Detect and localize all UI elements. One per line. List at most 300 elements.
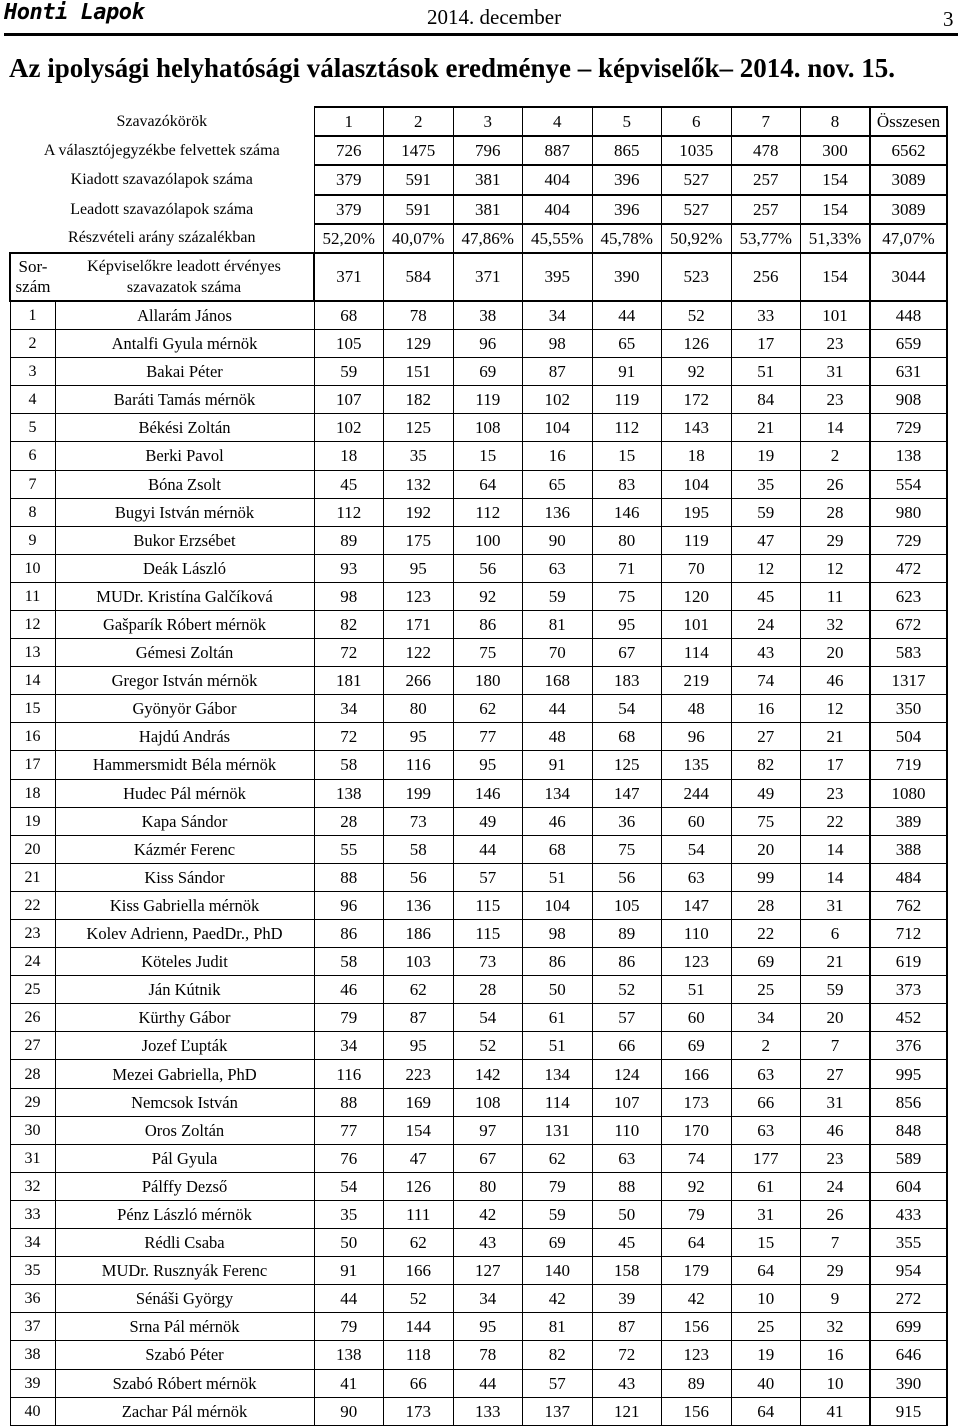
candidate-district-votes: 63 xyxy=(523,554,593,582)
candidate-district-votes: 44 xyxy=(314,1285,384,1313)
valid-votes-section xyxy=(10,253,947,301)
candidate-district-votes: 46 xyxy=(314,976,384,1004)
candidate-district-votes: 88 xyxy=(314,1088,384,1116)
candidate-district-votes: 82 xyxy=(314,610,384,638)
summary-cell: 527 xyxy=(662,165,732,194)
candidate-number: 10 xyxy=(10,554,55,582)
candidate-district-votes: 63 xyxy=(731,1060,801,1088)
candidate-number: 4 xyxy=(10,386,55,414)
candidate-row xyxy=(10,1397,947,1425)
candidate-district-votes: 105 xyxy=(592,891,662,919)
candidate-district-votes: 29 xyxy=(801,1257,871,1285)
candidate-district-votes: 80 xyxy=(453,1172,523,1200)
candidate-district-votes: 46 xyxy=(523,807,593,835)
candidate-district-votes: 122 xyxy=(384,639,454,667)
candidate-district-votes: 45 xyxy=(314,470,384,498)
candidate-district-votes: 63 xyxy=(592,1144,662,1172)
candidate-district-votes: 89 xyxy=(314,526,384,554)
candidate-row xyxy=(10,779,947,807)
candidate-district-votes: 180 xyxy=(453,667,523,695)
candidate-district-votes: 65 xyxy=(592,330,662,358)
candidate-district-votes: 126 xyxy=(662,330,732,358)
candidate-district-votes: 112 xyxy=(453,498,523,526)
candidate-district-votes: 71 xyxy=(592,554,662,582)
candidate-district-votes: 91 xyxy=(592,358,662,386)
candidate-district-votes: 21 xyxy=(731,414,801,442)
candidate-district-votes: 61 xyxy=(731,1172,801,1200)
candidate-row xyxy=(10,301,947,330)
candidate-district-votes: 2 xyxy=(801,442,871,470)
candidate-name: Mezei Gabriella, PhD xyxy=(55,1060,314,1088)
candidate-district-votes: 75 xyxy=(453,639,523,667)
candidate-number: 33 xyxy=(10,1200,55,1228)
candidate-district-votes: 44 xyxy=(453,1369,523,1397)
candidate-district-votes: 20 xyxy=(801,639,871,667)
summary-cell: 527 xyxy=(662,195,732,224)
valid-votes-total: 3044 xyxy=(870,253,947,301)
candidate-district-votes: 156 xyxy=(662,1397,732,1425)
candidate-district-votes: 69 xyxy=(453,358,523,386)
candidate-district-votes: 14 xyxy=(801,835,871,863)
candidate-district-votes: 95 xyxy=(453,751,523,779)
candidate-name: Deák László xyxy=(55,554,314,582)
candidate-district-votes: 43 xyxy=(731,639,801,667)
candidate-district-votes: 82 xyxy=(731,751,801,779)
candidate-total-votes: 954 xyxy=(870,1257,947,1285)
candidate-district-votes: 19 xyxy=(731,442,801,470)
summary-cell: 50,92% xyxy=(662,224,732,253)
candidate-district-votes: 52 xyxy=(384,1285,454,1313)
summary-row xyxy=(10,224,947,253)
candidate-district-votes: 7 xyxy=(801,1229,871,1257)
candidate-district-votes: 104 xyxy=(662,470,732,498)
candidate-district-votes: 15 xyxy=(731,1229,801,1257)
candidate-district-votes: 72 xyxy=(592,1341,662,1369)
summary-cell: 1 xyxy=(314,107,384,136)
candidate-district-votes: 120 xyxy=(662,582,732,610)
candidate-district-votes: 91 xyxy=(314,1257,384,1285)
summary-cell: 257 xyxy=(731,165,801,194)
candidate-district-votes: 82 xyxy=(523,1341,593,1369)
candidate-name: Kiss Sándor xyxy=(55,863,314,891)
candidate-district-votes: 10 xyxy=(801,1369,871,1397)
candidate-total-votes: 646 xyxy=(870,1341,947,1369)
candidate-district-votes: 92 xyxy=(453,582,523,610)
summary-cell: 3 xyxy=(453,107,523,136)
candidate-number: 2 xyxy=(10,330,55,358)
candidate-district-votes: 12 xyxy=(801,554,871,582)
candidate-district-votes: 34 xyxy=(314,695,384,723)
candidate-number: 37 xyxy=(10,1313,55,1341)
candidate-district-votes: 20 xyxy=(801,1004,871,1032)
candidate-district-votes: 143 xyxy=(662,414,732,442)
candidate-district-votes: 92 xyxy=(662,358,732,386)
candidate-row xyxy=(10,498,947,526)
candidate-district-votes: 115 xyxy=(453,891,523,919)
candidate-district-votes: 54 xyxy=(592,695,662,723)
candidate-district-votes: 123 xyxy=(662,1341,732,1369)
candidate-district-votes: 135 xyxy=(662,751,732,779)
candidate-district-votes: 38 xyxy=(453,301,523,330)
candidate-row xyxy=(10,920,947,948)
summary-cell: 45,55% xyxy=(523,224,593,253)
page-title: Az ipolysági helyhatósági választások eredménye – képviselők– 2014. nov. 15. xyxy=(9,53,896,83)
candidate-district-votes: 10 xyxy=(731,1285,801,1313)
candidate-district-votes: 57 xyxy=(523,1369,593,1397)
summary-cell: 40,07% xyxy=(384,224,454,253)
summary-cell: 478 xyxy=(731,136,801,165)
candidate-district-votes: 110 xyxy=(592,1116,662,1144)
candidate-district-votes: 119 xyxy=(662,526,732,554)
candidate-district-votes: 58 xyxy=(314,751,384,779)
candidate-district-votes: 14 xyxy=(801,414,871,442)
candidate-row xyxy=(10,1285,947,1313)
candidate-name: Hudec Pál mérnök xyxy=(55,779,314,807)
summary-cell: 381 xyxy=(453,165,523,194)
candidate-district-votes: 154 xyxy=(384,1116,454,1144)
candidate-total-votes: 390 xyxy=(870,1369,947,1397)
candidate-row xyxy=(10,1144,947,1172)
candidate-district-votes: 68 xyxy=(314,301,384,330)
candidate-number: 15 xyxy=(10,695,55,723)
candidate-name: Bóna Zsolt xyxy=(55,470,314,498)
summary-cell: 396 xyxy=(592,195,662,224)
candidate-district-votes: 223 xyxy=(384,1060,454,1088)
summary-cell: 726 xyxy=(314,136,384,165)
candidate-district-votes: 69 xyxy=(731,948,801,976)
summary-cell: 591 xyxy=(384,195,454,224)
candidate-district-votes: 108 xyxy=(453,414,523,442)
candidate-district-votes: 34 xyxy=(731,1004,801,1032)
candidate-district-votes: 77 xyxy=(453,723,523,751)
candidate-district-votes: 95 xyxy=(592,610,662,638)
candidate-district-votes: 125 xyxy=(592,751,662,779)
candidate-district-votes: 54 xyxy=(314,1172,384,1200)
summary-row xyxy=(10,107,947,136)
candidate-district-votes: 99 xyxy=(731,863,801,891)
candidate-district-votes: 15 xyxy=(592,442,662,470)
candidate-name: MUDr. Kristína Galčíková xyxy=(55,582,314,610)
candidate-district-votes: 86 xyxy=(314,920,384,948)
candidate-district-votes: 63 xyxy=(731,1116,801,1144)
candidate-district-votes: 2 xyxy=(731,1032,801,1060)
candidate-district-votes: 98 xyxy=(523,330,593,358)
candidate-district-votes: 90 xyxy=(523,526,593,554)
summary-cell: 52,20% xyxy=(314,224,384,253)
summary-cell: 865 xyxy=(592,136,662,165)
candidate-district-votes: 16 xyxy=(801,1341,871,1369)
candidate-district-votes: 112 xyxy=(592,414,662,442)
candidate-name: Jozef Ľupták xyxy=(55,1032,314,1060)
candidate-district-votes: 137 xyxy=(523,1397,593,1425)
candidate-total-votes: 659 xyxy=(870,330,947,358)
candidate-district-votes: 78 xyxy=(384,301,454,330)
candidate-name: Köteles Judit xyxy=(55,948,314,976)
candidate-district-votes: 21 xyxy=(801,948,871,976)
candidate-district-votes: 98 xyxy=(314,582,384,610)
candidate-district-votes: 186 xyxy=(384,920,454,948)
candidate-district-votes: 43 xyxy=(453,1229,523,1257)
candidate-district-votes: 50 xyxy=(592,1200,662,1228)
candidate-district-votes: 90 xyxy=(314,1397,384,1425)
candidate-district-votes: 26 xyxy=(801,1200,871,1228)
candidate-district-votes: 49 xyxy=(453,807,523,835)
candidate-district-votes: 169 xyxy=(384,1088,454,1116)
candidate-district-votes: 75 xyxy=(592,835,662,863)
candidate-district-votes: 56 xyxy=(453,554,523,582)
candidate-district-votes: 59 xyxy=(731,498,801,526)
candidate-district-votes: 104 xyxy=(523,891,593,919)
candidate-name: Kapa Sándor xyxy=(55,807,314,835)
summary-row-label: Részvételi arány százalékban xyxy=(68,229,256,247)
candidate-row xyxy=(10,358,947,386)
candidate-district-votes: 166 xyxy=(662,1060,732,1088)
candidate-total-votes: 272 xyxy=(870,1285,947,1313)
candidate-district-votes: 47 xyxy=(384,1144,454,1172)
candidate-total-votes: 604 xyxy=(870,1172,947,1200)
candidate-district-votes: 58 xyxy=(384,835,454,863)
summary-cell: 2 xyxy=(384,107,454,136)
candidate-district-votes: 66 xyxy=(384,1369,454,1397)
candidate-district-votes: 34 xyxy=(453,1285,523,1313)
summary-cell: 379 xyxy=(314,165,384,194)
candidate-district-votes: 23 xyxy=(801,1144,871,1172)
candidate-district-votes: 18 xyxy=(662,442,732,470)
candidate-row xyxy=(10,1060,947,1088)
candidate-row xyxy=(10,554,947,582)
candidate-district-votes: 49 xyxy=(731,779,801,807)
candidate-district-votes: 58 xyxy=(314,948,384,976)
candidate-district-votes: 114 xyxy=(662,639,732,667)
candidate-district-votes: 48 xyxy=(662,695,732,723)
candidate-number: 31 xyxy=(10,1144,55,1172)
summary-cell: 379 xyxy=(314,195,384,224)
candidate-total-votes: 729 xyxy=(870,414,947,442)
candidate-district-votes: 23 xyxy=(801,386,871,414)
candidate-district-votes: 68 xyxy=(523,835,593,863)
summary-cell: 796 xyxy=(453,136,523,165)
candidate-row xyxy=(10,610,947,638)
candidate-district-votes: 147 xyxy=(662,891,732,919)
candidate-row xyxy=(10,1369,947,1397)
summary-total-cell: 3089 xyxy=(870,165,947,194)
candidate-district-votes: 55 xyxy=(314,835,384,863)
candidate-district-votes: 54 xyxy=(662,835,732,863)
candidate-total-votes: 504 xyxy=(870,723,947,751)
candidate-district-votes: 22 xyxy=(731,920,801,948)
candidate-district-votes: 42 xyxy=(453,1200,523,1228)
summary-cell: 1035 xyxy=(662,136,732,165)
candidate-district-votes: 199 xyxy=(384,779,454,807)
candidate-district-votes: 95 xyxy=(384,554,454,582)
candidate-name: Antalfi Gyula mérnök xyxy=(55,330,314,358)
candidate-number: 14 xyxy=(10,667,55,695)
candidate-total-votes: 915 xyxy=(870,1397,947,1425)
summary-row-label: A választójegyzékbe felvettek száma xyxy=(43,142,280,160)
candidate-district-votes: 103 xyxy=(384,948,454,976)
candidate-district-votes: 75 xyxy=(592,582,662,610)
candidate-name: Pál Gyula xyxy=(55,1144,314,1172)
candidate-district-votes: 23 xyxy=(801,779,871,807)
candidate-district-votes: 56 xyxy=(592,863,662,891)
candidate-district-votes: 33 xyxy=(731,301,801,330)
candidate-row xyxy=(10,1116,947,1144)
candidate-number: 26 xyxy=(10,1004,55,1032)
candidate-district-votes: 79 xyxy=(314,1004,384,1032)
candidate-name: Srna Pál mérnök xyxy=(55,1313,314,1341)
candidate-row xyxy=(10,1229,947,1257)
candidate-district-votes: 28 xyxy=(314,807,384,835)
candidate-total-votes: 719 xyxy=(870,751,947,779)
candidate-number: 22 xyxy=(10,891,55,919)
candidate-total-votes: 433 xyxy=(870,1200,947,1228)
candidate-total-votes: 1317 xyxy=(870,667,947,695)
candidate-district-votes: 102 xyxy=(523,386,593,414)
candidate-row xyxy=(10,1257,947,1285)
page-number: 3 xyxy=(943,7,954,31)
candidate-district-votes: 65 xyxy=(523,470,593,498)
candidate-district-votes: 28 xyxy=(801,498,871,526)
candidate-district-votes: 63 xyxy=(662,863,732,891)
summary-cell: 887 xyxy=(523,136,593,165)
candidate-district-votes: 12 xyxy=(801,695,871,723)
candidate-name: Hammersmidt Béla mérnök xyxy=(55,751,314,779)
candidate-district-votes: 11 xyxy=(801,582,871,610)
candidate-district-votes: 46 xyxy=(801,1116,871,1144)
candidate-district-votes: 54 xyxy=(453,1004,523,1032)
candidate-row xyxy=(10,695,947,723)
candidate-district-votes: 17 xyxy=(801,751,871,779)
summary-row-label: Szavazókörök xyxy=(116,113,208,131)
candidate-district-votes: 69 xyxy=(662,1032,732,1060)
candidate-district-votes: 70 xyxy=(523,639,593,667)
candidate-total-votes: 484 xyxy=(870,863,947,891)
candidate-district-votes: 27 xyxy=(801,1060,871,1088)
summary-row xyxy=(10,195,947,224)
candidate-district-votes: 9 xyxy=(801,1285,871,1313)
candidate-name: Berki Pavol xyxy=(55,442,314,470)
candidate-district-votes: 52 xyxy=(592,976,662,1004)
candidate-district-votes: 92 xyxy=(662,1172,732,1200)
candidate-district-votes: 31 xyxy=(801,358,871,386)
candidate-district-votes: 52 xyxy=(662,301,732,330)
candidate-row xyxy=(10,330,947,358)
summary-cell: 45,78% xyxy=(592,224,662,253)
candidate-district-votes: 45 xyxy=(592,1229,662,1257)
candidate-district-votes: 59 xyxy=(523,1200,593,1228)
candidate-total-votes: 589 xyxy=(870,1144,947,1172)
candidate-district-votes: 105 xyxy=(314,330,384,358)
candidate-district-votes: 266 xyxy=(384,667,454,695)
candidate-district-votes: 96 xyxy=(453,330,523,358)
candidate-name: Pénz László mérnök xyxy=(55,1200,314,1228)
candidate-number: 11 xyxy=(10,582,55,610)
candidate-row xyxy=(10,639,947,667)
candidate-district-votes: 28 xyxy=(453,976,523,1004)
candidate-district-votes: 41 xyxy=(801,1397,871,1425)
candidate-district-votes: 42 xyxy=(662,1285,732,1313)
candidate-district-votes: 119 xyxy=(453,386,523,414)
candidate-row xyxy=(10,1032,947,1060)
candidate-district-votes: 26 xyxy=(801,470,871,498)
candidate-district-votes: 108 xyxy=(453,1088,523,1116)
candidate-district-votes: 86 xyxy=(453,610,523,638)
summary-cell: 404 xyxy=(523,195,593,224)
candidate-total-votes: 995 xyxy=(870,1060,947,1088)
summary-cell: 6 xyxy=(662,107,732,136)
candidate-total-votes: 712 xyxy=(870,920,947,948)
candidate-total-votes: 980 xyxy=(870,498,947,526)
candidate-total-votes: 373 xyxy=(870,976,947,1004)
summary-section xyxy=(10,107,947,253)
candidate-district-votes: 118 xyxy=(384,1341,454,1369)
candidate-number: 27 xyxy=(10,1032,55,1060)
candidates-section xyxy=(10,301,947,1425)
candidate-number: 17 xyxy=(10,751,55,779)
candidate-district-votes: 62 xyxy=(453,695,523,723)
candidate-number: 3 xyxy=(10,358,55,386)
candidate-district-votes: 35 xyxy=(384,442,454,470)
candidate-total-votes: 388 xyxy=(870,835,947,863)
summary-cell: 257 xyxy=(731,195,801,224)
candidate-district-votes: 59 xyxy=(314,358,384,386)
candidate-district-votes: 74 xyxy=(731,667,801,695)
candidate-name: Sénáši György xyxy=(55,1285,314,1313)
candidate-row xyxy=(10,976,947,1004)
candidate-district-votes: 86 xyxy=(523,948,593,976)
candidate-district-votes: 24 xyxy=(731,610,801,638)
candidate-district-votes: 151 xyxy=(384,358,454,386)
candidate-district-votes: 35 xyxy=(731,470,801,498)
candidate-district-votes: 6 xyxy=(801,920,871,948)
candidate-district-votes: 101 xyxy=(662,610,732,638)
candidate-number: 9 xyxy=(10,526,55,554)
candidate-district-votes: 28 xyxy=(731,891,801,919)
candidate-district-votes: 116 xyxy=(314,1060,384,1088)
candidate-district-votes: 67 xyxy=(453,1144,523,1172)
candidate-district-votes: 132 xyxy=(384,470,454,498)
candidate-district-votes: 156 xyxy=(662,1313,732,1341)
candidate-district-votes: 32 xyxy=(801,1313,871,1341)
candidate-name: Pálffy Dezső xyxy=(55,1172,314,1200)
candidate-district-votes: 35 xyxy=(314,1200,384,1228)
candidate-district-votes: 136 xyxy=(523,498,593,526)
valid-votes-row xyxy=(10,253,947,301)
candidate-district-votes: 131 xyxy=(523,1116,593,1144)
candidate-district-votes: 89 xyxy=(662,1369,732,1397)
candidate-district-votes: 40 xyxy=(731,1369,801,1397)
candidate-district-votes: 57 xyxy=(592,1004,662,1032)
summary-cell: 47,86% xyxy=(453,224,523,253)
candidate-district-votes: 107 xyxy=(592,1088,662,1116)
candidate-name: Bakai Péter xyxy=(55,358,314,386)
issue-date: 2014. december xyxy=(427,5,562,29)
candidate-district-votes: 88 xyxy=(592,1172,662,1200)
summary-cell: 7 xyxy=(731,107,801,136)
candidate-district-votes: 124 xyxy=(592,1060,662,1088)
candidate-number: 29 xyxy=(10,1088,55,1116)
candidate-district-votes: 129 xyxy=(384,330,454,358)
candidate-district-votes: 87 xyxy=(384,1004,454,1032)
candidate-row xyxy=(10,835,947,863)
candidate-number: 18 xyxy=(10,779,55,807)
candidate-district-votes: 83 xyxy=(592,470,662,498)
candidate-name: Gyönyör Gábor xyxy=(55,695,314,723)
candidate-district-votes: 25 xyxy=(731,976,801,1004)
candidate-district-votes: 87 xyxy=(592,1313,662,1341)
summary-row-label: Leadott szavazólapok száma xyxy=(70,200,254,218)
candidate-total-votes: 452 xyxy=(870,1004,947,1032)
